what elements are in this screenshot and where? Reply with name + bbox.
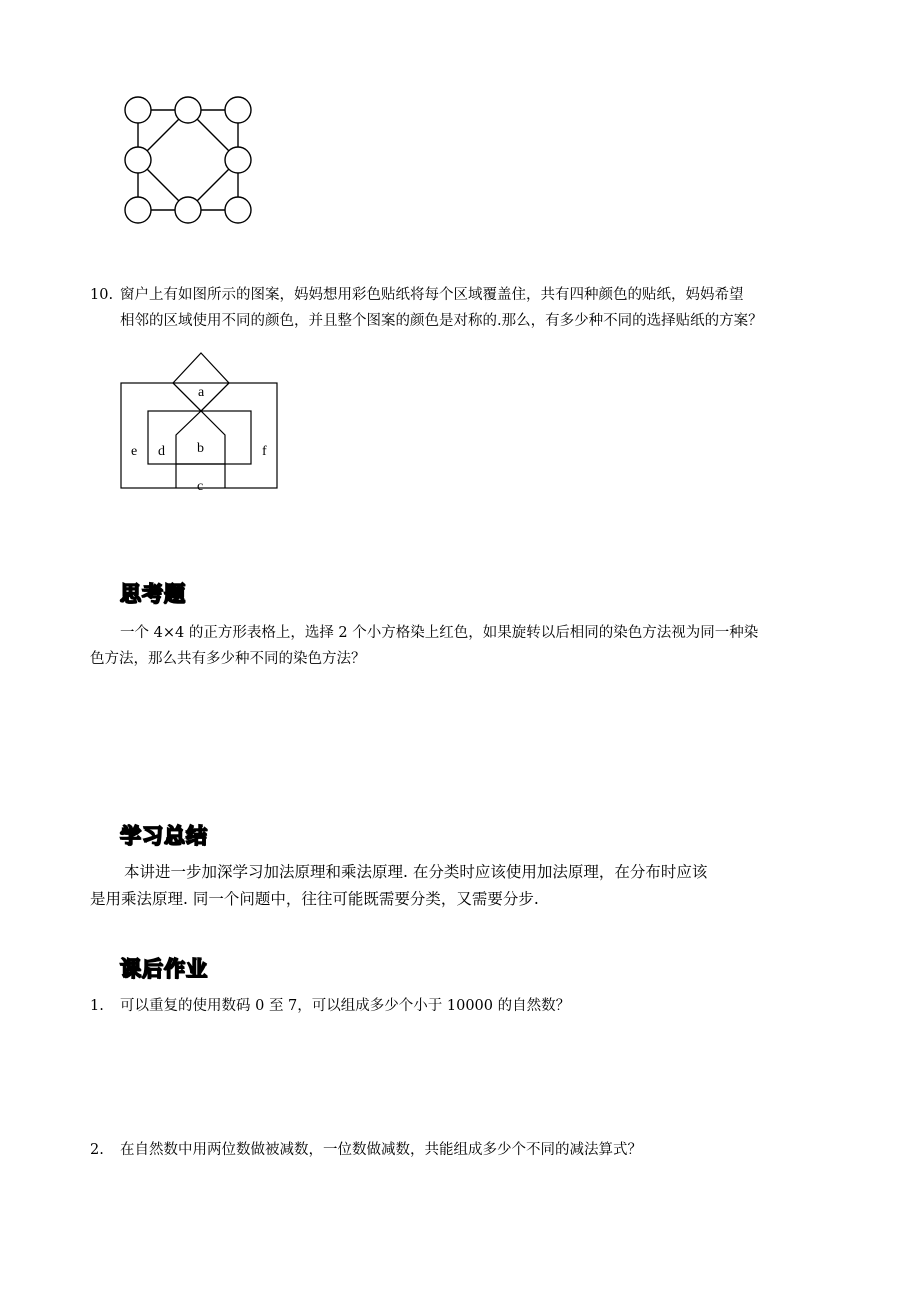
region-label-b: b (197, 441, 204, 456)
summary-heading: 学习总结 (120, 824, 208, 848)
region-label-e: e (131, 444, 138, 459)
circle-node (175, 97, 201, 123)
region-label-c: c (197, 479, 204, 494)
question-line: 窗户上有如图所示的图案，妈妈想用彩色贴纸将每个区域覆盖住，共有四种颜色的贴纸，妈妈希望 (120, 287, 744, 303)
homework-text: 在自然数中用两位数做被减数，一位数做减数，共能组成多少个不同的减法算式？ (120, 1142, 642, 1158)
region-label-f: f (262, 444, 267, 459)
region-label-d: d (158, 444, 165, 459)
summary-line: 本讲进一步加深学习加法原理和乘法原理. 在分类时应该使用加法原理，在分布时应该 (124, 863, 708, 881)
circle-node (125, 197, 151, 223)
circle-node (175, 197, 201, 223)
circle-node (125, 147, 151, 173)
window-pattern-figure (115, 345, 290, 500)
question-line: 相邻的区域使用不同的颜色，并且整个图案的颜色是对称的.那么，有多少种不同的选择贴纸的方案？ (120, 313, 763, 329)
question-number: 10. (90, 287, 114, 303)
thinking-line: 色方法，那么共有多少种不同的染色方法？ (90, 651, 366, 667)
circle-grid-figure (110, 88, 270, 238)
circle-node (225, 197, 251, 223)
homework-heading: 课后作业 (120, 957, 208, 981)
homework-number: 1. (90, 998, 104, 1014)
homework-number: 2. (90, 1142, 104, 1158)
homework-text: 可以重复的使用数码 0 至 7，可以组成多少个小于 10000 的自然数？ (120, 998, 571, 1014)
circle-node (125, 97, 151, 123)
summary-line: 是用乘法原理. 同一个问题中，往往可能既需要分类，又需要分步. (90, 890, 539, 908)
circle-node (225, 147, 251, 173)
circle-node (225, 97, 251, 123)
thinking-line: 一个 4×4 的正方形表格上，选择 2 个小方格染上红色，如果旋转以后相同的染色方法视为同一种染 (120, 625, 759, 641)
thinking-heading: 思考题 (120, 582, 186, 606)
region-label-a: a (198, 385, 205, 400)
